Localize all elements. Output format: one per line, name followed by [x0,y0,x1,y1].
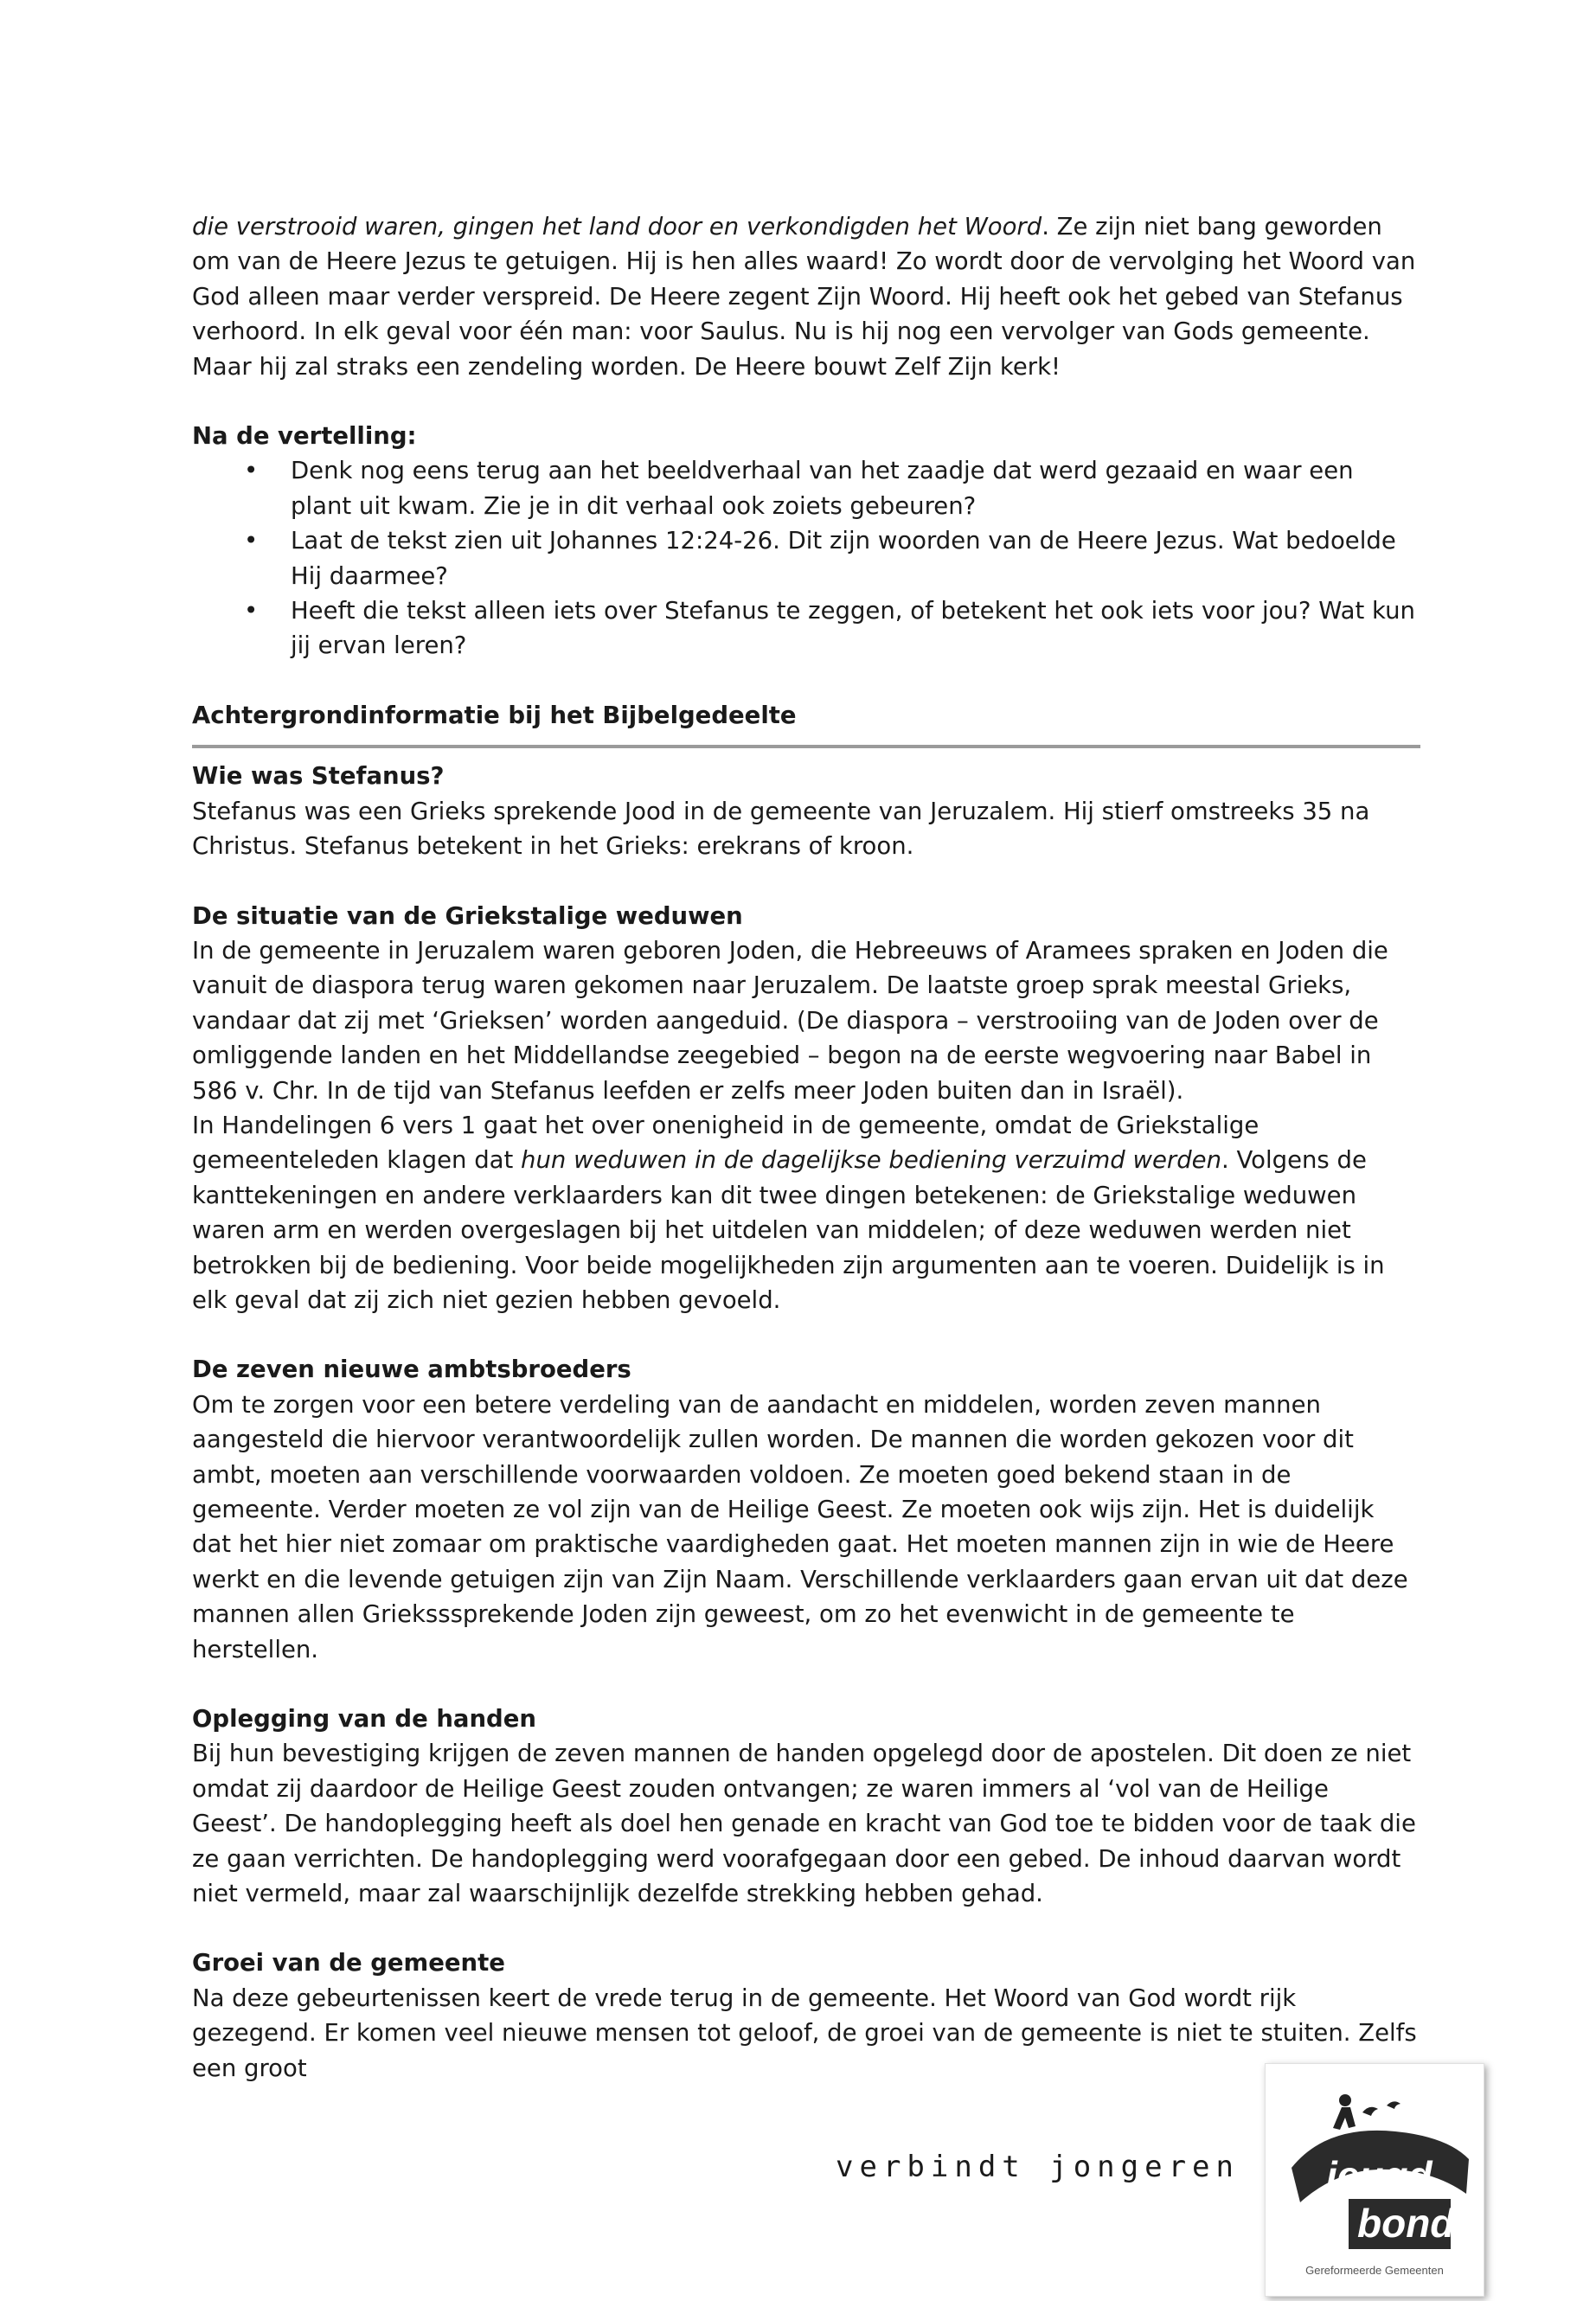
section-body-stefanus: Stefanus was een Grieks sprekende Jood in de gemeente van Jeruzalem. Hij stierf omstreeks 35 na Christus. Stefanus betekent in het Grieks: erekrans of kroon. [192,797,1370,861]
weduwen-text-end: . Volgens de kanttekeningen en andere verklaarders kan dit twee dingen betekenen: de Griekstalige weduwen waren arm en werden overgeslagen bij het uitdelen van middelen; of deze weduwen werden niet betrokken bij de bediening. Voor beide mogelijkheden zijn argumenten aan te voeren. Duidelijk is in elk geval dat zij zich niet gezien hebben gevoeld. [192,1146,1385,1314]
section-body-weduwen-2 [192,1108,1420,1317]
section-body-handen: Bij hun bevestiging krijgen de zeven mannen de handen opgelegd door de apostelen. Dit doen ze niet omdat zij daardoor de Heilige Geest zouden ontvangen; ze waren immers al ‘vol van de Heilige Geest’. De handoplegging heeft als doel hen genade en kracht van God toe te bidden voor de taak die ze gaan verrichten. De handoplegging werd voorafgegaan door een gebed. De inhoud daarvan wordt niet vermeld, maar zal waarschijnlijk dezelfde strekking hebben gehad. [192,1740,1416,1908]
bird-icon [1387,2101,1401,2109]
background-title: Achtergrondinformatie bij het Bijbelgedeelte [192,701,797,729]
logo-word-bond: bond [1357,2201,1455,2246]
document-page [192,209,1420,2086]
section-title-stefanus: Wie was Stefanus? [192,762,445,791]
section-title-handen: Oplegging van de handen [192,1705,536,1734]
list-item: • Denk nog eens terug aan het beeldverhaal van het zaadje dat werd gezaaid en waar een plant uit kwam. Zie je in dit verhaal ook zoiets gebeuren? [192,453,1420,523]
logo-subtitle: Gereformeerde Gemeenten [1305,2264,1444,2277]
footer-tagline: verbindt jongeren [836,2150,1240,2184]
list-item: • Heeft die tekst alleen iets over Stefanus te zeggen, of betekent het ook iets voor jou? Wat kun jij ervan leren? [192,593,1420,663]
figure-head-icon [1339,2094,1351,2106]
figure-body-icon [1333,2107,1356,2130]
jeugdbond-logo [1265,2063,1484,2297]
intro-paragraph [192,209,1420,384]
section-title-ambtsbroeders: De zeven nieuwe ambtsbroeders [192,1356,631,1384]
section-body-groei: Na deze gebeurtenissen keert de vrede terug in de gemeente. Het Woord van God wordt rijk gezegend. Er komen veel nieuwe mensen tot geloof, de groei van de gemeente is niet te stuiten. Zelfs een groot [192,1984,1417,2082]
logo-graphic [1266,2064,1484,2296]
weduwen-text-start: In Handelingen 6 vers 1 gaat het over onenigheid in de gemeente, omdat de Griekstalige gemeenteleden klagen dat [192,1111,1259,1175]
section-title-weduwen: De situatie van de Griekstalige weduwen [192,901,743,930]
section-title-groei: Groei van de gemeente [192,1949,505,1977]
divider [192,745,1420,748]
list-item: • Laat de tekst zien uit Johannes 12:24-26. Dit zijn woorden van de Heere Jezus. Wat bedoelde Hij daarmee? [192,523,1420,593]
logo-word-jeugd: jeugd [1326,2153,1433,2198]
intro-italic-text: die verstrooid waren, gingen het land door en verkondigden het Woord [192,213,1042,240]
section-body-weduwen-1: In de gemeente in Jeruzalem waren geboren Joden, die Hebreeuws of Aramees spraken en Joden die vanuit de diaspora terug waren gekomen naar Jeruzalem. De laatste groep sprak meestal Grieks, vandaar dat zij met ‘Grieksen’ worden aangeduid. (De diaspora – verstrooiing van de Joden over de omliggende landen en het Middellandse zeegebied – begon na de eerste wegvoering naar Babel in 586 v. Chr. In de tijd van Stefanus leefden er zelfs meer Joden buiten dan in Israël). [192,936,1388,1105]
after-story-list [192,453,1420,663]
weduwen-italic-quote: hun weduwen in de dagelijkse bediening verzuimd werden [521,1146,1221,1175]
section-body-ambtsbroeders: Om te zorgen voor een betere verdeling van de aandacht en middelen, worden zeven mannen aangesteld die hiervoor verantwoordelijk zullen worden. De mannen die worden gekozen voor dit ambt, moeten aan verschillende voorwaarden voldoen. Ze moeten goed bekend staan in de gemeente. Verder moeten ze vol zijn van de Heilige Geest. Ze moeten ook wijs zijn. Het is duidelijk dat het hier niet zomaar om praktische vaardigheden gaat. Het moeten mannen zijn in wie de Heere werkt en die levende getuigen zijn van Zijn Naam. Verschillende verklaarders gaan ervan uit dat deze mannen allen Grieksssprekende Joden zijn geweest, om zo het evenwicht in de gemeente te herstellen. [192,1390,1408,1663]
intro-text: . Ze zijn niet bang geworden om van de Heere Jezus te getuigen. Hij is hen alles waard! Zo wordt door de vervolging het Woord van God alleen maar verder verspreid. De Heere zegent Zijn Woord. Hij heeft ook het gebed van Stefanus verhoord. In elk geval voor één man: voor Saulus. Nu is hij nog een vervolger van Gods gemeente. Maar hij zal straks een zendeling worden. De Heere bouwt Zelf Zijn kerk! [192,213,1416,381]
after-story-title: Na de vertelling: [192,422,417,451]
bird-icon [1362,2107,1378,2116]
